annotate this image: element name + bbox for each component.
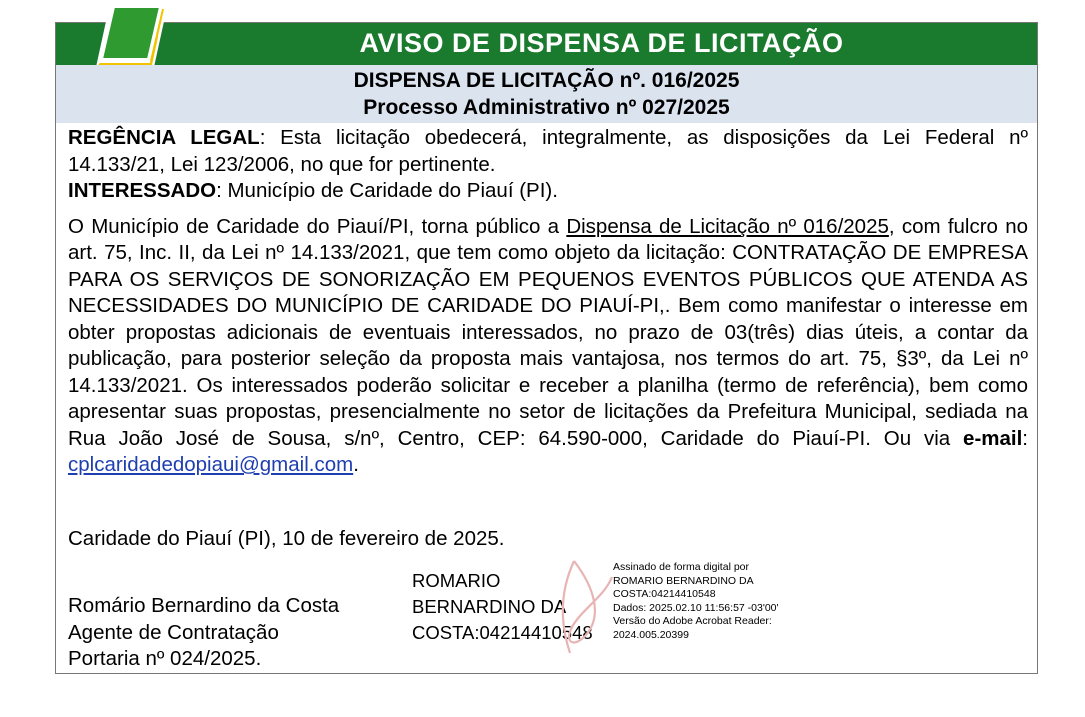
email-label: e-mail [963, 426, 1023, 450]
regencia-text: : Esta licitação obedecerá, integralmente, as disposições da Lei Federal nº 14.133/21, Lei 123/2006, no que for pertinente. [68, 126, 1028, 176]
notice-text-start: O Município de Caridade do Piauí/PI, torna público a [68, 214, 567, 238]
notice-title: AVISO DE DISPENSA DE LICITAÇÃO [359, 28, 844, 58]
signature-stroke-icon [554, 557, 616, 657]
regencia-label: REGÊNCIA LEGAL [68, 126, 260, 149]
signature-detail-line: 2024.005.20399 [613, 628, 689, 641]
dispensa-number: DISPENSA DE LICITAÇÃO nº. 016/2025 [353, 69, 740, 92]
notice-paragraph [68, 214, 1028, 479]
interessado-paragraph [68, 178, 1028, 205]
notice-text-main: , com fulcro no art. 75, Inc. II, da Lei nº 14.133/2021, que tem como objeto da licitação: CONTRATAÇÃO DE EMPRESA PARA OS SERVIÇOS DE SONORIZAÇÃO EM PEQUENOS EVENTOS PÚBLICOS QUE ATENDA AS NECESSIDADES DO MUNICÍPIO DE CARIDADE DO PIAUÍ-PI,. Bem como manifestar o interesse em obter propostas adicionais de eventuais interessados, no prazo de 03(três) dias úteis, a contar da publicação, para posterior seleção da proposta mais vantajosa, nos termos do art. 75, §3º, da Lei nº 14.133/2021. Os interessados poderão solicitar e receber a planilha (termo de referência), bem como apresentar suas propostas, presencialmente no setor de licitações da Prefeitura Municipal, sediada na Rua João José de Sousa, s/nº, Centro, CEP: 64.590-000, Caridade do Piauí-PI. Ou via [68, 214, 1028, 450]
signature-name-line: COSTA:04214410548 [412, 622, 593, 643]
interessado-label: INTERESSADO [68, 179, 217, 202]
interessado-text: : Município de Caridade do Piauí (PI). [216, 179, 558, 202]
signer-name: Romário Bernardino da Costa [68, 594, 340, 617]
process-header [56, 65, 1037, 123]
notice-body [68, 125, 1028, 479]
process-number: Processo Administrativo nº 027/2025 [363, 96, 730, 119]
email-colon: : [1022, 426, 1028, 450]
signature-detail-line: Assinado de forma digital por [613, 561, 749, 573]
signature-detail-line: ROMARIO BERNARDINO DA [613, 574, 754, 587]
signer-block [68, 593, 339, 673]
dispensa-reference: Dispensa de Licitação nº 016/2025 [566, 214, 889, 238]
regencia-paragraph [68, 125, 1028, 178]
email-link[interactable]: cplcaridadedopiaui@gmail.com [68, 453, 354, 476]
notice-text-end: . [353, 453, 359, 476]
signature-name-line: BERNARDINO DA [412, 596, 567, 617]
date-line: Caridade do Piauí (PI), 10 de fevereiro de 2025. [68, 527, 505, 550]
signature-detail-line: Versão do Adobe Acrobat Reader: [613, 615, 772, 627]
municipality-logo-icon [92, 1, 168, 71]
notice-frame [55, 22, 1038, 674]
signature-detail-line: Dados: 2025.02.10 11:56:57 -03'00' [613, 601, 779, 614]
signer-role: Agente de Contratação [68, 620, 279, 644]
digital-signature-details [613, 561, 779, 642]
signer-ordinance: Portaria nº 024/2025. [68, 647, 262, 670]
signature-detail-line: COSTA:04214410548 [613, 588, 716, 600]
title-banner [56, 23, 1037, 65]
signature-name-line: ROMARIO [412, 570, 501, 591]
